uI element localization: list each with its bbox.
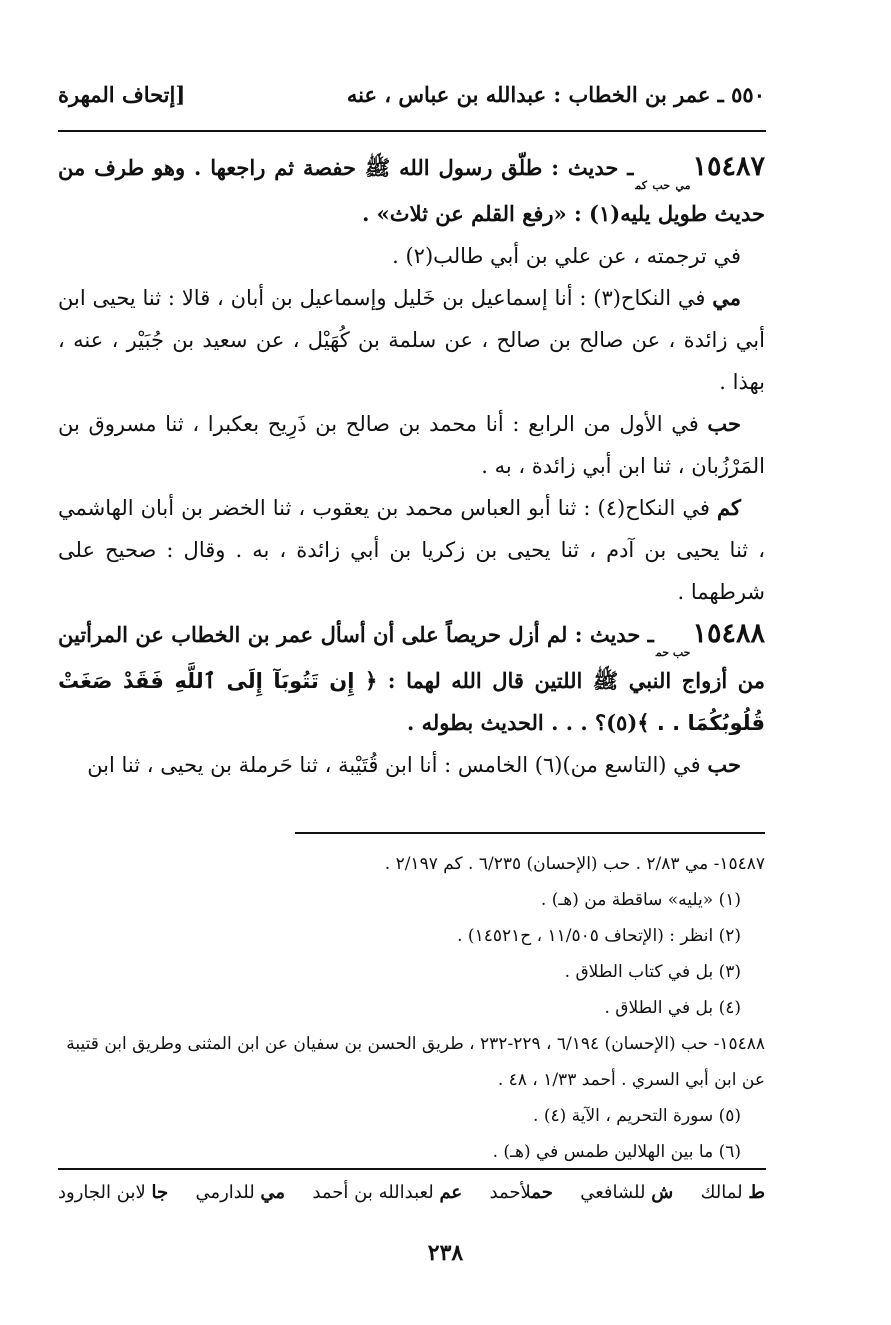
paragraph-text: في النكاح(٣) : أنا إسماعيل بن خَليل وإسماعيل بن أبان ، قالا : ثنا يحيى ابن أبي زائدة ، عن صالح بن صالح ، عن سلمة بن كُهَيْل ، عن سعيد بن جُبَيْر ، عنه ، بهذا . [58, 286, 765, 394]
paragraph-text: في (التاسع من)(٦) الخامس : أنا ابن قُتَيْبة ، ثنا حَرملة بن يحيى ، ثنا ابن [87, 753, 708, 777]
quran-verse: ﴿ إِن تَتُوبَآ إِلَى ٱللَّهِ فَقَدْ صَغَتْ قُلُوبُكُمَا . . ﴾ [58, 669, 765, 735]
hadith-sigla: حب حم [655, 646, 691, 659]
hadith-15487 [58, 146, 765, 235]
main-text [58, 146, 765, 786]
footnote-rule [295, 832, 765, 834]
footnote: (٢) انظر : (الإتحاف ١١/٥٠٥ ، ح١٤٥٢١) . [457, 926, 741, 946]
footnote: (٥) سورة التحريم ، الآية (٤) . [533, 1106, 741, 1126]
footnote-hadith-ref: ١٥٤٨٧- مي ٢/٨٣ . حب (الإحسان) ٦/٢٣٥ . كم ٢/١٩٧ . [384, 854, 765, 874]
paragraph-mi-source [58, 277, 765, 403]
paragraph-translation-note: في ترجمته ، عن علي بن أبي طالب(٢) . [392, 244, 741, 268]
abbreviation-item: مي للدارمي [195, 1182, 286, 1203]
paragraph-hb-source [58, 403, 765, 487]
source-siglum: حب [707, 411, 741, 436]
footnote: (٣) بل في كتاب الطلاق . [564, 962, 741, 982]
footnote: (١) «يليه» ساقطة من (هـ) . [540, 890, 741, 910]
page-number: ٢٣٨ [427, 1240, 464, 1266]
abbreviations-rule [58, 1168, 766, 1170]
abbreviation-item: ش للشافعي [580, 1182, 674, 1203]
running-header-book: [إتحاف المهرة [58, 82, 186, 107]
paragraph-km-source [58, 487, 765, 613]
hadith-text-end: (٥)؟ . . . الحديث بطوله . [406, 710, 638, 735]
footnote: (٦) ما بين الهلالين طمس في (هـ) . [492, 1142, 741, 1162]
footnotes [58, 846, 765, 1170]
source-siglum: كم [717, 495, 741, 520]
footnote: (٤) بل في الطلاق . [604, 998, 741, 1018]
paragraph-hb-source-2 [58, 744, 765, 786]
hadith-sigla: مي حب كم [635, 179, 691, 192]
footnote-hadith-ref: ١٥٤٨٨- حب (الإحسان) ٦/١٩٤ ، ٢٢٩-٢٣٢ ، طريق الحسن بن سفيان عن ابن المثنى وطريق ابن قتيبة عن ابن أبي السري . أحمد ١/٣٣ ، ٤٨ . [66, 1034, 765, 1090]
hadith-number: ١٥٤٨٨ [692, 618, 765, 649]
abbreviation-key [58, 1182, 765, 1203]
hadith-text: ـ حديث : طلّق رسول الله ﷺ حفصة ثم راجعها . وهو طرف من حديث طويل يليه(١) : «رفع القلم عن ثلاث» . [58, 155, 765, 226]
hadith-15488 [58, 613, 765, 744]
paragraph-text: في النكاح(٤) : ثنا أبو العباس محمد بن يعقوب ، ثنا الخضر بن أبان الهاشمي ، ثنا يحيى بن آدم ، ثنا يحيى بن زكريا بن أبي زائدة ، به . وقال : صحيح على شرطهما . [58, 496, 765, 604]
hadith-text: ـ حديث : لم أزل حريصاً على أن أسأل عمر بن الخطاب عن المرأتين من أزواج النبي ﷺ اللتين قال الله لهما : [58, 622, 765, 693]
source-siglum: مي [712, 285, 741, 310]
paragraph-text: في الأول من الرابع : أنا محمد بن صالح بن ذَرِيح بعكبرا ، ثنا مسروق بن المَرْزُبان ، ثنا ابن أبي زائدة ، به . [58, 412, 765, 478]
abbreviation-item: حملأحمد [489, 1182, 553, 1203]
running-header-chapter: ٥٥٠ ـ عمر بن الخطاب : عبدالله بن عباس ، عنه [346, 82, 765, 107]
abbreviation-item: جا لابن الجارود [58, 1182, 169, 1203]
source-siglum: حب [707, 752, 741, 777]
hadith-number: ١٥٤٨٧ [692, 151, 765, 182]
abbreviation-item: ط لمالك [700, 1182, 765, 1203]
header-rule [58, 130, 766, 132]
abbreviation-item: عم لعبدالله بن أحمد [312, 1182, 463, 1203]
